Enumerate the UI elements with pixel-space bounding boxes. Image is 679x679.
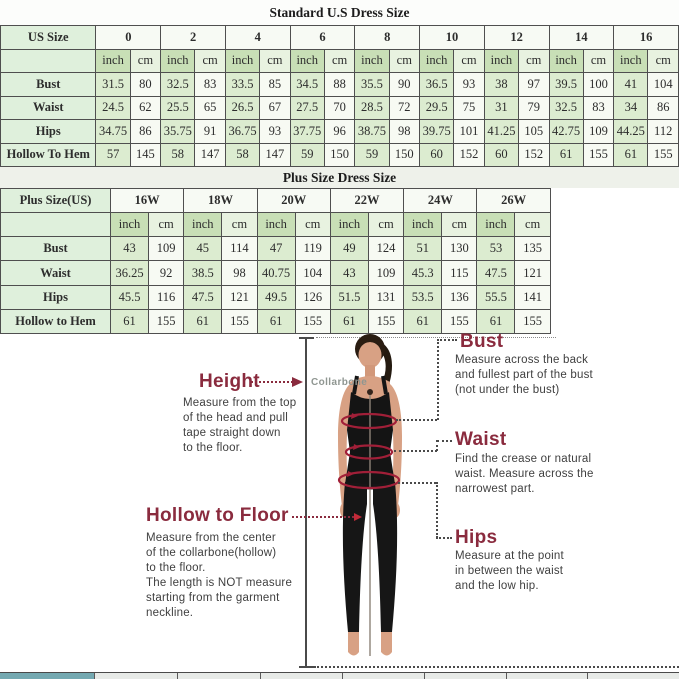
value-cm: 109 (368, 261, 403, 285)
unit-header-cm: cm (260, 49, 291, 73)
value-cm: 109 (149, 237, 184, 261)
row-label: Hips (1, 285, 111, 309)
measure-desc-line: neckline. (146, 607, 194, 619)
measure-desc-line: starting from the garment (146, 592, 280, 604)
value-inch: 31 (484, 96, 518, 120)
value-cm: 150 (324, 143, 355, 167)
value-inch: 58 (161, 143, 195, 167)
value-cm: 114 (222, 237, 257, 261)
value-cm: 105 (518, 120, 549, 144)
value-cm: 152 (454, 143, 485, 167)
value-cm: 75 (454, 96, 485, 120)
value-inch: 43 (111, 237, 149, 261)
unit-header-inch: inch (484, 49, 518, 73)
bust-label: Bust (460, 331, 504, 352)
unit-header-cm: cm (295, 213, 330, 237)
unit-header-cm: cm (195, 49, 226, 73)
value-cm: 83 (195, 73, 226, 97)
height-dotted-connector (251, 381, 293, 383)
value-inch: 59 (355, 143, 389, 167)
size-header-label: Plus Size(US) (1, 189, 111, 213)
value-cm: 86 (648, 96, 679, 120)
value-cm: 72 (389, 96, 420, 120)
value-cm: 92 (149, 261, 184, 285)
value-inch: 42.75 (549, 120, 583, 144)
unit-header-cm: cm (515, 213, 550, 237)
value-cm: 90 (389, 73, 420, 97)
value-cm: 91 (195, 120, 226, 144)
unit-header-cm: cm (583, 49, 614, 73)
value-cm: 116 (149, 285, 184, 309)
value-cm: 97 (518, 73, 549, 97)
cropped-cell (261, 673, 343, 679)
value-cm: 155 (583, 143, 614, 167)
hips-connector-v (436, 482, 438, 538)
standard-table-title: Standard U.S Dress Size (0, 0, 679, 25)
hips-description (455, 549, 564, 594)
size-column-header: 8 (355, 26, 420, 50)
value-inch: 61 (184, 309, 222, 333)
size-column-header: 12 (484, 26, 549, 50)
value-cm: 121 (515, 261, 550, 285)
value-cm: 104 (295, 261, 330, 285)
cropped-cell (425, 673, 507, 679)
unit-header-inch: inch (184, 213, 222, 237)
bust-description (455, 353, 593, 398)
value-inch: 37.75 (290, 120, 324, 144)
value-cm: 124 (368, 237, 403, 261)
measure-desc-line: to the floor. (183, 442, 243, 454)
value-cm: 112 (648, 120, 679, 144)
value-inch: 36.25 (111, 261, 149, 285)
value-cm: 147 (195, 143, 226, 167)
value-inch: 39.5 (549, 73, 583, 97)
value-cm: 135 (515, 237, 550, 261)
value-cm: 70 (324, 96, 355, 120)
value-inch: 25.5 (161, 96, 195, 120)
measure-desc-line: Measure across the back (455, 354, 589, 366)
measure-desc-line: and the low hip. (455, 580, 539, 592)
measure-desc-line: Measure at the point (455, 550, 564, 562)
measure-desc-line: Measure from the top (183, 397, 297, 409)
size-column-header: 6 (290, 26, 355, 50)
value-cm: 131 (368, 285, 403, 309)
waist-description (455, 452, 594, 497)
value-cm: 101 (454, 120, 485, 144)
value-inch: 34.5 (290, 73, 324, 97)
value-inch: 36.5 (420, 73, 454, 97)
value-cm: 83 (583, 96, 614, 120)
size-column-header: 0 (96, 26, 161, 50)
row-label: Waist (1, 96, 96, 120)
value-inch: 35.5 (355, 73, 389, 97)
cropped-cell (178, 673, 261, 679)
value-inch: 29.5 (420, 96, 454, 120)
value-inch: 28.5 (355, 96, 389, 120)
value-cm: 136 (442, 285, 477, 309)
unit-header-inch: inch (111, 213, 149, 237)
value-inch: 38 (484, 73, 518, 97)
value-inch: 47.5 (184, 285, 222, 309)
value-inch: 61 (549, 143, 583, 167)
value-cm: 130 (442, 237, 477, 261)
row-label: Hollow To Hem (1, 143, 96, 167)
unit-header-cm: cm (648, 49, 679, 73)
value-cm: 141 (515, 285, 550, 309)
measure-desc-line: Find the crease or natural (455, 453, 592, 465)
value-inch: 61 (614, 143, 648, 167)
waist-connector-h1 (437, 440, 452, 442)
value-inch: 31.5 (96, 73, 130, 97)
size-column-header: 4 (225, 26, 290, 50)
value-inch: 32.5 (161, 73, 195, 97)
measure-desc-line: in between the waist (455, 565, 564, 577)
measure-desc-line: of the collarbone(hollow) (146, 547, 277, 559)
height-arrow-icon (292, 377, 303, 387)
unit-header-cm: cm (454, 49, 485, 73)
unit-header-cm: cm (324, 49, 355, 73)
unit-header-cm: cm (368, 213, 403, 237)
value-cm: 155 (442, 309, 477, 333)
cropped-cell (507, 673, 588, 679)
unit-header-inch: inch (549, 49, 583, 73)
value-cm: 109 (583, 120, 614, 144)
unit-header-inch: inch (96, 49, 130, 73)
value-cm: 147 (260, 143, 291, 167)
unit-row-spacer (1, 49, 96, 73)
unit-header-inch: inch (355, 49, 389, 73)
unit-header-cm: cm (389, 49, 420, 73)
value-cm: 115 (442, 261, 477, 285)
value-inch: 51.5 (330, 285, 368, 309)
cropped-cell (588, 673, 679, 679)
unit-header-cm: cm (222, 213, 257, 237)
unit-row-spacer (1, 213, 111, 237)
value-inch: 47.5 (477, 261, 515, 285)
hollow-to-floor-label: Hollow to Floor (146, 505, 289, 526)
size-column-header: 16 (614, 26, 679, 50)
value-inch: 26.5 (225, 96, 259, 120)
value-inch: 43 (330, 261, 368, 285)
value-inch: 45.3 (404, 261, 442, 285)
measure-desc-line: of the head and pull (183, 412, 289, 424)
value-inch: 35.75 (161, 120, 195, 144)
unit-header-inch: inch (161, 49, 195, 73)
value-cm: 79 (518, 96, 549, 120)
collarbone-label: Collarbone (311, 377, 368, 388)
value-inch: 53.5 (404, 285, 442, 309)
value-inch: 55.5 (477, 285, 515, 309)
row-label: Waist (1, 261, 111, 285)
unit-header-cm: cm (149, 213, 184, 237)
unit-header-inch: inch (290, 49, 324, 73)
value-inch: 60 (484, 143, 518, 167)
unit-header-inch: inch (257, 213, 295, 237)
value-cm: 104 (648, 73, 679, 97)
measure-desc-line: and fullest part of the bust (455, 369, 593, 381)
value-inch: 57 (96, 143, 130, 167)
value-cm: 67 (260, 96, 291, 120)
value-inch: 38.75 (355, 120, 389, 144)
value-inch: 34 (614, 96, 648, 120)
value-cm: 155 (222, 309, 257, 333)
value-cm: 121 (222, 285, 257, 309)
hips-label: Hips (455, 527, 498, 548)
measure-desc-line: narrowest part. (455, 483, 535, 495)
bust-connector-h2 (396, 419, 437, 421)
value-cm: 96 (324, 120, 355, 144)
measure-desc-line: (not under the bust) (455, 384, 560, 396)
value-inch: 61 (477, 309, 515, 333)
hollow-to-floor-description (146, 531, 292, 621)
value-cm: 150 (389, 143, 420, 167)
cropped-cell (95, 673, 178, 679)
size-column-header: 18W (184, 189, 257, 213)
measure-desc-line: The length is NOT measure (146, 577, 293, 589)
value-inch: 49.5 (257, 285, 295, 309)
value-cm: 98 (389, 120, 420, 144)
value-cm: 145 (130, 143, 161, 167)
size-column-header: 20W (257, 189, 330, 213)
value-inch: 41.25 (484, 120, 518, 144)
value-inch: 33.5 (225, 73, 259, 97)
value-cm: 155 (515, 309, 550, 333)
value-inch: 59 (290, 143, 324, 167)
waist-label: Waist (455, 429, 507, 450)
value-inch: 40.75 (257, 261, 295, 285)
hollow-dotted-connector (292, 516, 354, 518)
unit-header-inch: inch (420, 49, 454, 73)
hollow-arrow-icon (354, 513, 362, 521)
value-inch: 38.5 (184, 261, 222, 285)
value-inch: 27.5 (290, 96, 324, 120)
unit-header-cm: cm (518, 49, 549, 73)
measure-desc-line: tape straight down (183, 427, 281, 439)
value-cm: 80 (130, 73, 161, 97)
value-inch: 60 (420, 143, 454, 167)
unit-header-inch: inch (330, 213, 368, 237)
cropped-cell (343, 673, 425, 679)
value-cm: 155 (648, 143, 679, 167)
value-inch: 34.75 (96, 120, 130, 144)
height-description (183, 396, 296, 456)
value-cm: 62 (130, 96, 161, 120)
value-cm: 98 (222, 261, 257, 285)
value-inch: 51 (404, 237, 442, 261)
row-label: Hollow to Hem (1, 309, 111, 333)
std-table (0, 25, 679, 167)
unit-header-cm: cm (130, 49, 161, 73)
plus-table-title: Plus Size Dress Size (0, 167, 679, 188)
value-cm: 155 (295, 309, 330, 333)
value-cm: 155 (149, 309, 184, 333)
value-cm: 93 (454, 73, 485, 97)
size-column-header: 24W (404, 189, 477, 213)
measure-desc-line: waist. Measure across the (455, 468, 594, 480)
size-column-header: 26W (477, 189, 550, 213)
size-header-label: US Size (1, 26, 96, 50)
value-inch: 39.75 (420, 120, 454, 144)
value-inch: 36.75 (225, 120, 259, 144)
value-inch: 32.5 (549, 96, 583, 120)
value-inch: 58 (225, 143, 259, 167)
bust-connector-h1 (437, 339, 457, 341)
unit-header-cm: cm (442, 213, 477, 237)
value-cm: 65 (195, 96, 226, 120)
value-inch: 61 (111, 309, 149, 333)
value-inch: 44.25 (614, 120, 648, 144)
size-column-header: 10 (420, 26, 485, 50)
row-label: Hips (1, 120, 96, 144)
size-column-header: 16W (111, 189, 184, 213)
unit-header-inch: inch (477, 213, 515, 237)
plus-table (0, 188, 551, 334)
hips-connector-h2 (436, 537, 452, 539)
value-cm: 85 (260, 73, 291, 97)
value-inch: 61 (330, 309, 368, 333)
cropped-table-strip (0, 672, 679, 679)
value-inch: 45.5 (111, 285, 149, 309)
value-cm: 100 (583, 73, 614, 97)
unit-header-inch: inch (614, 49, 648, 73)
value-cm: 93 (260, 120, 291, 144)
hips-connector-h1 (398, 482, 436, 484)
size-column-header: 14 (549, 26, 614, 50)
value-inch: 24.5 (96, 96, 130, 120)
value-cm: 119 (295, 237, 330, 261)
row-label: Bust (1, 237, 111, 261)
size-column-header: 22W (330, 189, 403, 213)
value-cm: 152 (518, 143, 549, 167)
waist-connector-h2 (394, 450, 437, 452)
value-inch: 61 (404, 309, 442, 333)
size-column-header: 2 (161, 26, 226, 50)
measure-desc-line: to the floor. (146, 562, 206, 574)
bust-connector-v (437, 339, 439, 420)
measure-desc-line: Measure from the center (146, 532, 276, 544)
cropped-cell (0, 673, 95, 679)
unit-header-inch: inch (225, 49, 259, 73)
value-cm: 155 (368, 309, 403, 333)
row-label: Bust (1, 73, 96, 97)
value-inch: 61 (257, 309, 295, 333)
value-cm: 86 (130, 120, 161, 144)
unit-header-inch: inch (404, 213, 442, 237)
value-cm: 88 (324, 73, 355, 97)
value-inch: 47 (257, 237, 295, 261)
value-inch: 45 (184, 237, 222, 261)
height-label: Height (199, 371, 260, 392)
value-cm: 126 (295, 285, 330, 309)
value-inch: 41 (614, 73, 648, 97)
value-inch: 49 (330, 237, 368, 261)
value-inch: 53 (477, 237, 515, 261)
